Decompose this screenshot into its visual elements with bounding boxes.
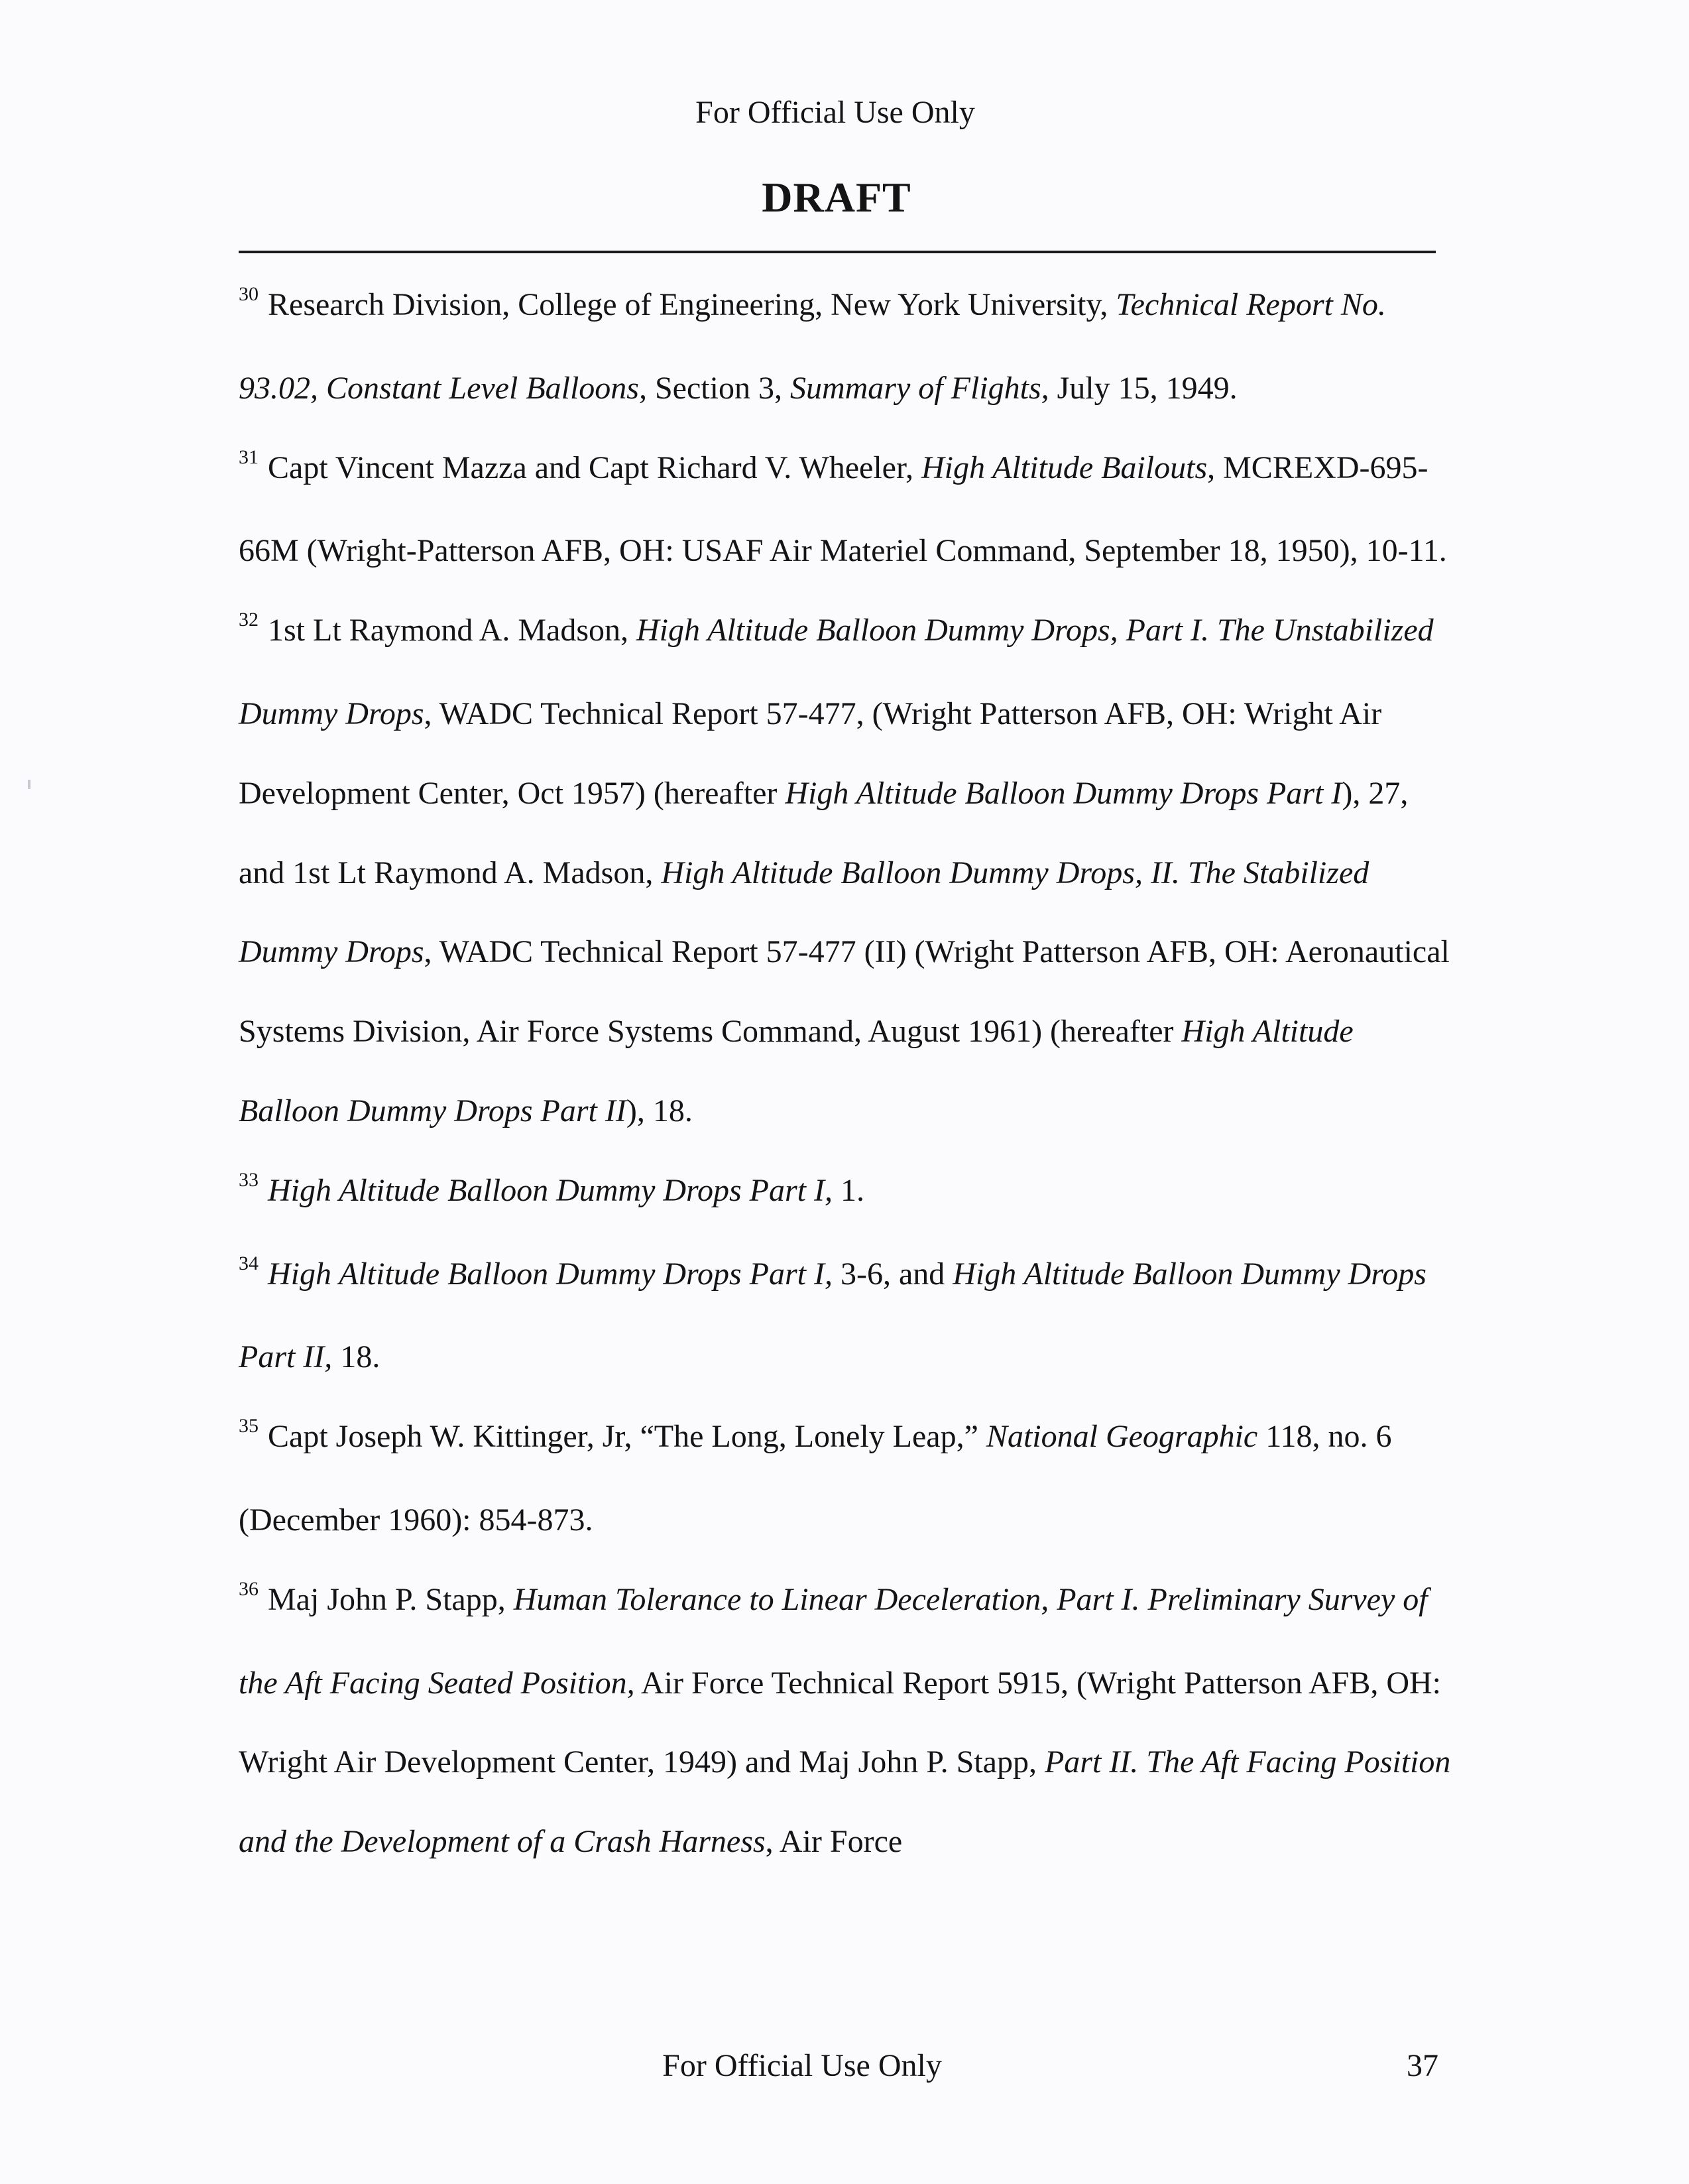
citation-title: High Altitude Balloon Dummy Drops Part I <box>785 775 1342 811</box>
citation-title: High Altitude Bailouts <box>921 450 1208 485</box>
citation-text: Section 3, <box>646 370 790 406</box>
citation-text: , WADC Technical Report 57-477, (Wright Patterson AFB, OH: Wright Air Development Center, Oct 1957) (hereafter <box>239 696 1382 811</box>
citation-title: High Altitude Balloon Dummy Drops Part II <box>239 1014 1354 1128</box>
citation-text: 3-6, and <box>832 1256 953 1292</box>
endnote-34 <box>239 1235 1458 1398</box>
endnote-36 <box>239 1560 1458 1882</box>
citation-text: Maj John P. Stapp, <box>268 1581 514 1617</box>
citation-title: Technical Report No. 93.02, Constant Level Balloons, <box>239 287 1386 406</box>
citation-text: Research Division, College of Engineering, New York University, <box>268 287 1116 322</box>
citation-title: High Altitude Balloon Dummy Drops Part I, <box>268 1172 833 1208</box>
citation-title: High Altitude Balloon Dummy Drops Part I, <box>268 1256 833 1292</box>
citation-text: July 15, 1949. <box>1049 370 1238 406</box>
page-number: 37 <box>1407 2048 1438 2083</box>
endnote-number: 35 <box>239 1415 259 1437</box>
citation-title: Part II. The Aft Facing Position and the Development of a Crash Harness <box>239 1744 1451 1860</box>
citation-title: High Altitude Balloon Dummy Drops Part II, <box>239 1256 1427 1375</box>
endnote-number: 32 <box>239 609 259 631</box>
citation-text: , Air Force <box>765 1824 903 1860</box>
endnote-30 <box>239 265 1458 428</box>
citation-text: Capt Vincent Mazza and Capt Richard V. Wheeler, <box>268 450 922 485</box>
citation-text: ), 27, and 1st Lt Raymond A. Madson, <box>239 775 1409 890</box>
citation-title: High Altitude Balloon Dummy Drops, Part I. The Unstabilized Dummy Drops <box>239 613 1434 731</box>
citation-title: High Altitude Balloon Dummy Drops, II. The Stabilized Dummy Drops <box>239 855 1369 970</box>
citation-title: Human Tolerance to Linear Deceleration, Part I. Preliminary Survey of the Aft Facing Seated Position, <box>239 1581 1428 1701</box>
citation-text: 1st Lt Raymond A. Madson, <box>268 613 637 648</box>
endnote-number: 34 <box>239 1252 259 1274</box>
endnote-number: 31 <box>239 446 259 468</box>
citation-text: Capt Joseph W. Kittinger, Jr, “The Long, Lonely Leap,” <box>268 1419 986 1455</box>
header-classification: For Official Use Only <box>695 95 975 130</box>
endnote-number: 30 <box>239 283 259 305</box>
citation-text: 1. <box>832 1172 864 1208</box>
citation-text: , MCREXD-695-66M (Wright-Patterson AFB, OH: USAF Air Materiel Command, September 18, 1950), 10-11. <box>239 450 1447 569</box>
citation-text: 118, no. 6 (December 1960): 854-873. <box>239 1419 1392 1538</box>
citation-text: 18. <box>332 1339 380 1375</box>
endnote-number: 33 <box>239 1168 259 1191</box>
endnotes-list <box>239 265 1458 1882</box>
endnote-32 <box>239 591 1458 1151</box>
endnote-number: 36 <box>239 1577 259 1600</box>
citation-title: National Geographic <box>986 1419 1258 1455</box>
scan-edge-mark <box>28 780 30 789</box>
header-rule <box>239 251 1436 253</box>
endnote-31 <box>239 428 1458 591</box>
citation-text: , WADC Technical Report 57-477 (II) (Wright Patterson AFB, OH: Aeronautical Systems Division, Air Force Systems Command, August 1961) (hereafter <box>239 934 1450 1050</box>
endnote-33 <box>239 1151 1458 1235</box>
citation-title: Summary of Flights, <box>789 370 1049 406</box>
endnote-35 <box>239 1397 1458 1560</box>
citation-text: Air Force Technical Report 5915, (Wright Patterson AFB, OH: Wright Air Development Center, 1949) and Maj John P. Stapp, <box>239 1665 1441 1780</box>
citation-text: ), 18. <box>626 1093 693 1128</box>
draft-stamp: DRAFT <box>762 174 911 221</box>
footer-classification: For Official Use Only <box>662 2048 942 2083</box>
